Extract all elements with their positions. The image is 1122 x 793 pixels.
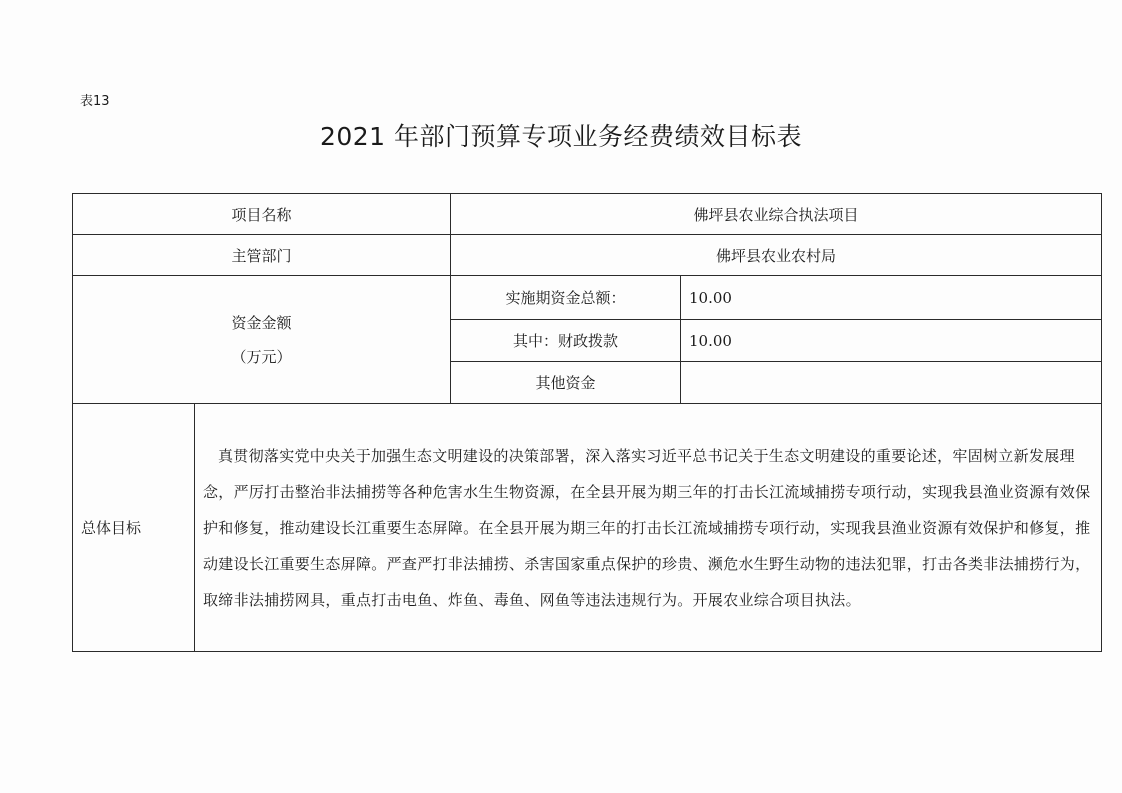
table-number-label: 表13 xyxy=(80,94,110,109)
total-fund-value: 10.00 xyxy=(681,276,1102,320)
overall-goal-label: 总体目标 xyxy=(73,404,195,652)
fund-amount-label-line2: （万元） xyxy=(231,347,292,366)
table-row xyxy=(73,235,1102,276)
fund-amount-label-line1: 资金金额 xyxy=(231,313,292,332)
other-fund-label: 其他资金 xyxy=(451,362,681,404)
fiscal-appropriation-value: 10.00 xyxy=(681,320,1102,362)
performance-goal-table xyxy=(72,193,1102,652)
total-fund-label: 实施期资金总额： xyxy=(451,276,681,320)
table-row xyxy=(73,194,1102,235)
overall-goal-text: 真贯彻落实党中央关于加强生态文明建设的决策部署，深入落实习近平总书记关于生态文明建设的重要论述，牢固树立新发展理念，严厉打击整治非法捕捞等各种危害水生生物资源，在全县开展为期三年的打击长江流域捕捞专项行动，实现我县渔业资源有效保护和修复，推动建设长江重要生态屏障。在全县开展为期三年的打击长江流域捕捞专项行动，实现我县渔业资源有效保护和修复，推动建设长江重要生态屏障。严查严打非法捕捞、杀害国家重点保护的珍贵、濒危水生野生动物的违法犯罪，打击各类非法捕捞行为，取缔非法捕捞网具，重点打击电鱼、炸鱼、毒鱼、网鱼等违法违规行为。开展农业综合项目执法。 xyxy=(195,404,1102,652)
document-title: 2021 年部门预算专项业务经费绩效目标表 xyxy=(319,122,803,151)
project-name-value: 佛坪县农业综合执法项目 xyxy=(451,194,1102,235)
fund-amount-label xyxy=(73,276,451,404)
fiscal-appropriation-label: 其中：财政拨款 xyxy=(451,320,681,362)
other-fund-value xyxy=(681,362,1102,404)
table-row xyxy=(73,276,1102,320)
department-label: 主管部门 xyxy=(73,235,451,276)
project-name-label: 项目名称 xyxy=(73,194,451,235)
table-row xyxy=(73,404,1102,652)
department-value: 佛坪县农业农村局 xyxy=(451,235,1102,276)
